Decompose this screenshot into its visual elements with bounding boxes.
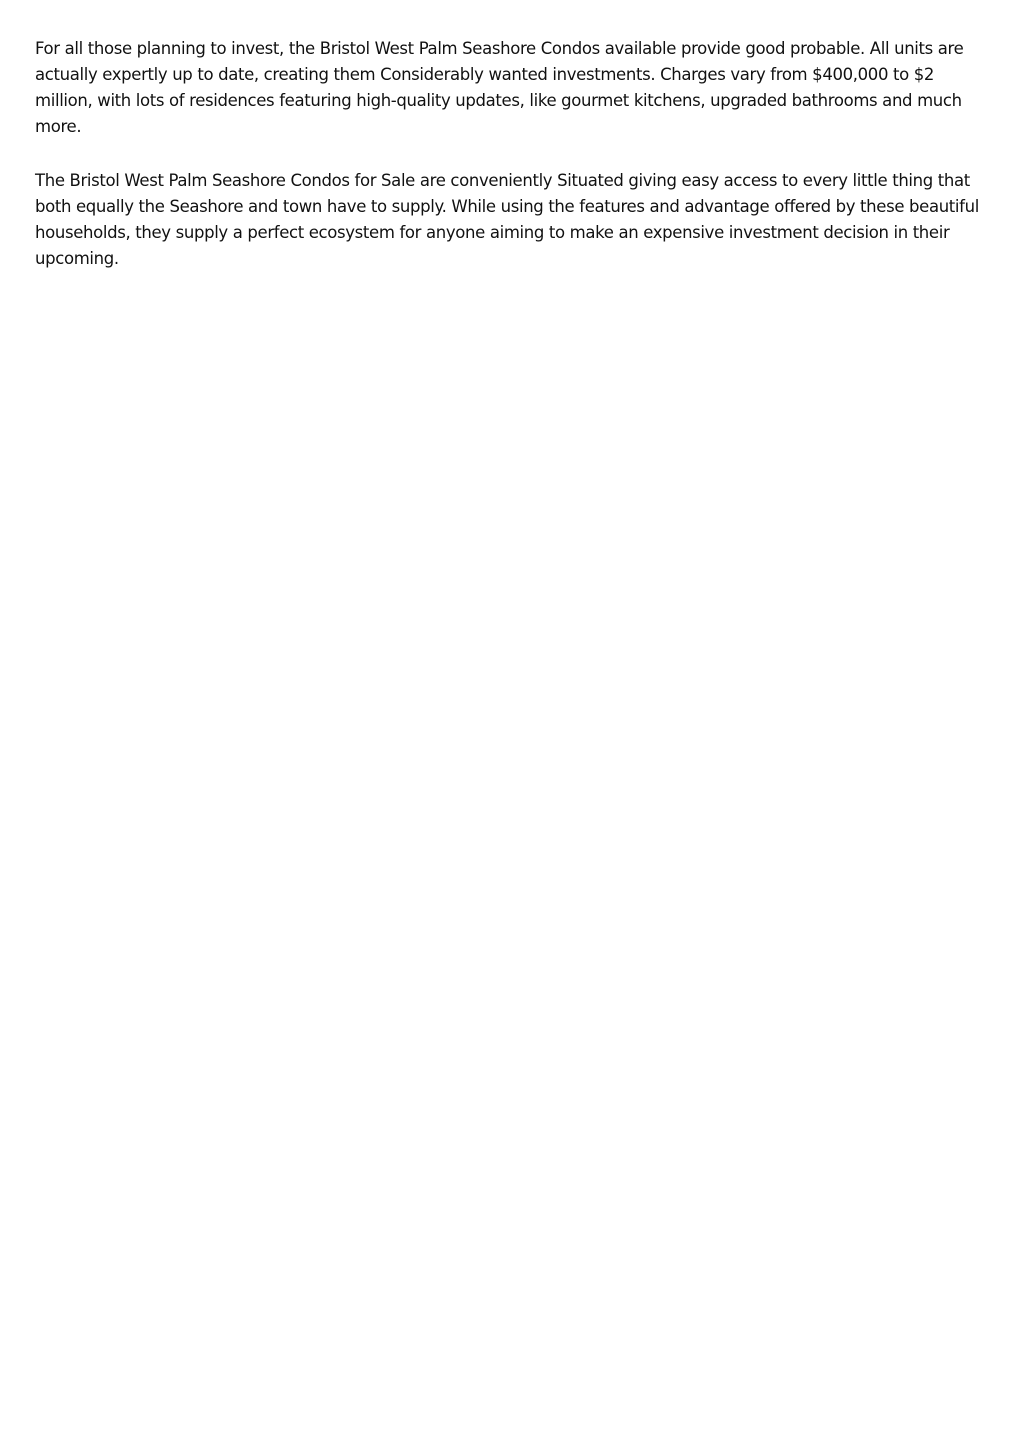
document-body xyxy=(35,36,990,300)
paragraph-investment: For all those planning to invest, the Bristol West Palm Seashore Condos available provide good probable. All units are actually expertly up to date, creating them Considerably wanted investments. Charges vary from $400,000 to $2 million, with lots of residences featuring high-quality updates, like gourmet kitchens, upgraded bathrooms and much more. xyxy=(35,39,964,136)
paragraph-location: The Bristol West Palm Seashore Condos for Sale are conveniently Situated giving easy access to every little thing that both equally the Seashore and town have to supply. While using the features and advantage offered by these beautiful households, they supply a perfect ecosystem for anyone aiming to make an expensive investment decision in their upcoming. xyxy=(35,171,979,268)
